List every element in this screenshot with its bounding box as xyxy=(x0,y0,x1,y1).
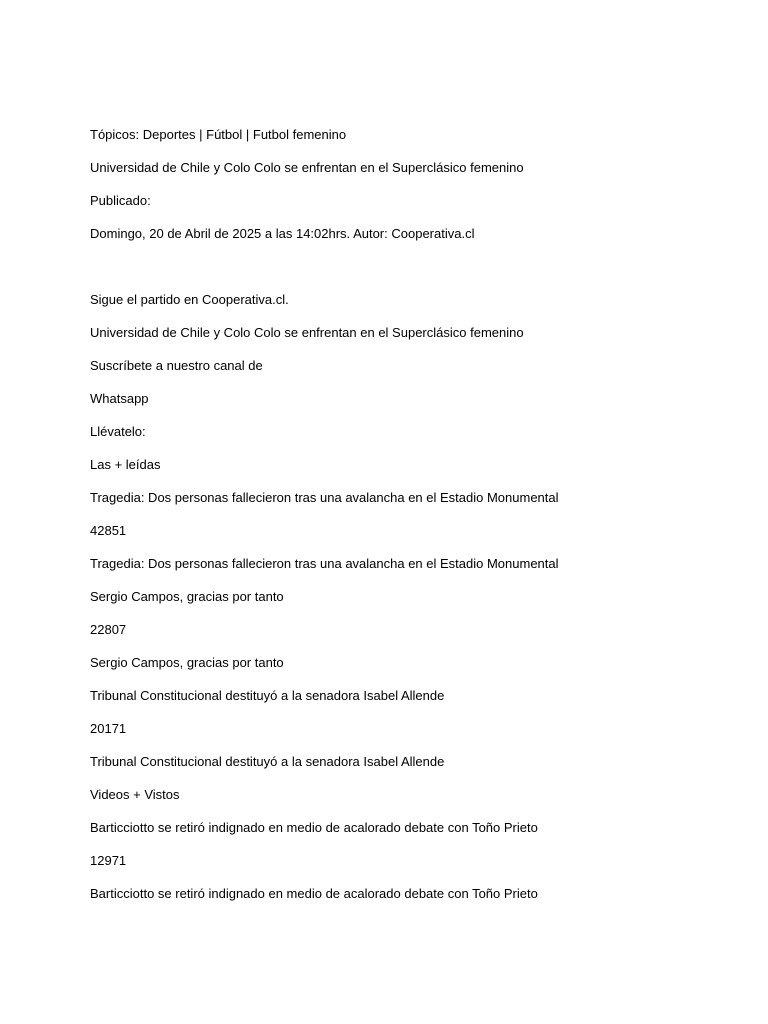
most-read-item-title[interactable]: Sergio Campos, gracias por tanto xyxy=(90,589,284,604)
most-viewed-item-title[interactable]: Barticciotto se retiró indignado en medio de acalorado debate con Toño Prieto xyxy=(90,820,538,835)
most-viewed-item-title-repeat[interactable]: Barticciotto se retiró indignado en medio de acalorado debate con Toño Prieto xyxy=(90,886,538,901)
most-viewed-title: Videos + Vistos xyxy=(90,787,180,802)
article-headline: Universidad de Chile y Colo Colo se enfrentan en el Superclásico femenino xyxy=(90,160,524,175)
most-read-title: Las + leídas xyxy=(90,457,161,472)
most-read-item-title[interactable]: Tragedia: Dos personas fallecieron tras una avalancha en el Estadio Monumental xyxy=(90,490,559,505)
most-read-item-title-repeat[interactable]: Sergio Campos, gracias por tanto xyxy=(90,655,284,670)
most-read-item-count: 22807 xyxy=(90,622,127,637)
most-read-item-title[interactable]: Tribunal Constitucional destituyó a la senadora Isabel Allende xyxy=(90,688,445,703)
published-label: Publicado: xyxy=(90,193,151,208)
topic-link-futbol[interactable]: Fútbol xyxy=(206,127,243,142)
most-read-item-count: 20171 xyxy=(90,721,127,736)
most-read-item-title-repeat[interactable]: Tragedia: Dos personas fallecieron tras una avalancha en el Estadio Monumental xyxy=(90,556,559,571)
topic-separator: | xyxy=(195,127,207,142)
subscribe-text: Suscríbete a nuestro canal de xyxy=(90,358,263,373)
follow-match-link[interactable]: Sigue el partido en Cooperativa.cl. xyxy=(90,292,289,307)
published-info: Domingo, 20 de Abril de 2025 a las 14:02hrs. Autor: Cooperativa.cl xyxy=(90,226,475,241)
topics-line xyxy=(90,126,730,159)
spacer xyxy=(90,258,730,291)
topics-label: Tópicos: xyxy=(90,127,140,142)
headline-repeat: Universidad de Chile y Colo Colo se enfrentan en el Superclásico femenino xyxy=(90,325,524,340)
topic-separator: | xyxy=(242,127,253,142)
most-read-item-count: 42851 xyxy=(90,523,127,538)
topic-link-futbol-femenino[interactable]: Futbol femenino xyxy=(252,127,347,142)
whatsapp-link[interactable]: Whatsapp xyxy=(90,391,149,406)
take-it-label: Llévatelo: xyxy=(90,424,146,439)
topic-link-deportes[interactable]: Deportes xyxy=(142,127,196,142)
most-read-item-title-repeat[interactable]: Tribunal Constitucional destituyó a la senadora Isabel Allende xyxy=(90,754,445,769)
article-page xyxy=(90,126,730,918)
most-viewed-item-count: 12971 xyxy=(90,853,127,868)
